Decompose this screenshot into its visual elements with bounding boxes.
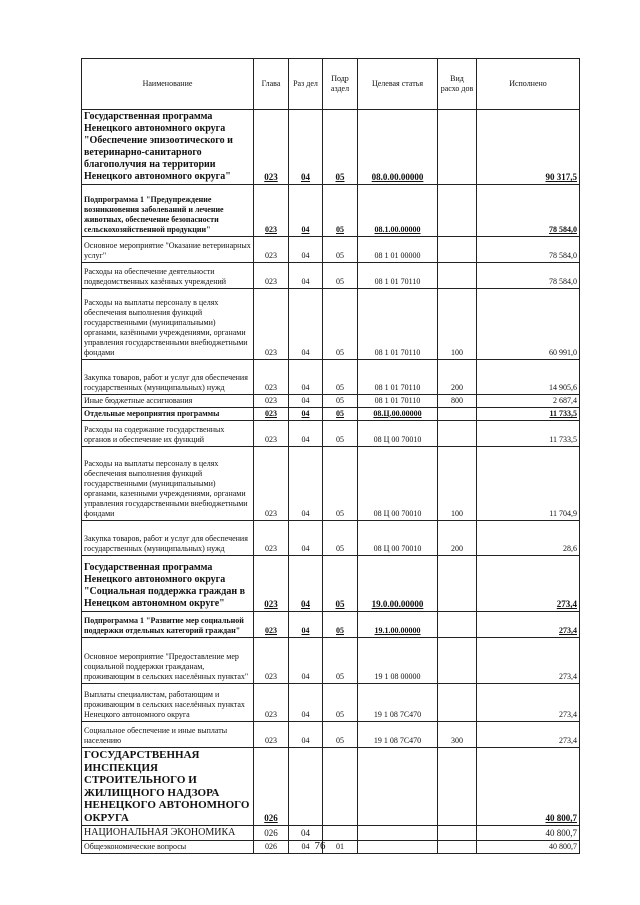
row-name: Закупка товаров, работ и услуг для обеспечения государственных (муниципальных) нужд — [82, 521, 254, 556]
header-name: Наименование — [82, 59, 254, 110]
row-amount: 273,4 — [477, 722, 580, 748]
row-name: Расходы на выплаты персоналу в целях обеспечения выполнения функций государственными (муниципальными) органами, казенными учреждениями, органами управления государственными внебюджетными фондами — [82, 447, 254, 521]
row-vid — [438, 556, 477, 612]
row-razdel: 04 — [289, 722, 323, 748]
budget-table — [81, 58, 580, 854]
row-podrazdel: 05 — [323, 237, 358, 263]
row-name: Расходы на выплаты персоналу в целях обеспечения выполнения функций государственными (муниципальными) органами, казёнными учреждениями, органами управления государственными внебюджетными фондами — [82, 289, 254, 360]
row-vid — [438, 110, 477, 185]
row-vid — [438, 421, 477, 447]
row-target: 08 Ц 00 70010 — [358, 447, 438, 521]
table-row — [82, 521, 580, 556]
row-target: 19.1.00.00000 — [358, 612, 438, 638]
row-podrazdel: 05 — [323, 521, 358, 556]
header-target: Целевая статья — [358, 59, 438, 110]
row-target: 08.0.00.00000 — [358, 110, 438, 185]
row-vid — [438, 612, 477, 638]
row-vid: 800 — [438, 395, 477, 408]
table-row — [82, 289, 580, 360]
row-podrazdel: 05 — [323, 722, 358, 748]
row-vid — [438, 826, 477, 841]
row-amount: 78 584,0 — [477, 237, 580, 263]
row-podrazdel: 05 — [323, 185, 358, 237]
row-razdel: 04 — [289, 408, 323, 421]
row-amount: 78 584,0 — [477, 185, 580, 237]
row-podrazdel: 01 — [323, 841, 358, 854]
row-glava: 023 — [254, 185, 289, 237]
row-podrazdel: 05 — [323, 684, 358, 722]
row-name: Подпрограмма 1 "Предупреждение возникновения заболеваний и лечение животных, обеспечение безопасности сельскохозяйственной продукции" — [82, 185, 254, 237]
row-name: Закупка товаров, работ и услуг для обеспечения государственных (муниципальных) нужд — [82, 360, 254, 395]
header-razdel: Раз дел — [289, 59, 323, 110]
row-vid — [438, 263, 477, 289]
row-vid: 200 — [438, 360, 477, 395]
row-amount: 273,4 — [477, 638, 580, 684]
header-glava: Глава — [254, 59, 289, 110]
row-target: 19.0.00.00000 — [358, 556, 438, 612]
row-amount: 28,6 — [477, 521, 580, 556]
row-vid — [438, 748, 477, 826]
row-glava: 023 — [254, 421, 289, 447]
row-podrazdel: 05 — [323, 289, 358, 360]
row-vid — [438, 237, 477, 263]
row-razdel: 04 — [289, 556, 323, 612]
row-amount: 273,4 — [477, 556, 580, 612]
row-glava: 023 — [254, 521, 289, 556]
row-razdel: 04 — [289, 421, 323, 447]
table-row — [82, 408, 580, 421]
row-vid — [438, 185, 477, 237]
row-vid — [438, 408, 477, 421]
row-podrazdel: 05 — [323, 360, 358, 395]
table-row — [82, 395, 580, 408]
row-amount: 40 800,7 — [477, 826, 580, 841]
row-glava: 023 — [254, 408, 289, 421]
row-name: Государственная программа Ненецкого автономного округа "Обеспечение эпизоотического и ветеринарно-санитарного благополучия на территории Ненецкого автономного округа" — [82, 110, 254, 185]
row-target: 08.Ц.00.00000 — [358, 408, 438, 421]
row-razdel: 04 — [289, 521, 323, 556]
row-amount: 90 317,5 — [477, 110, 580, 185]
table-row — [82, 556, 580, 612]
row-razdel: 04 — [289, 360, 323, 395]
row-razdel: 04 — [289, 289, 323, 360]
row-vid: 200 — [438, 521, 477, 556]
row-glava: 026 — [254, 748, 289, 826]
table-row — [82, 447, 580, 521]
row-vid: 100 — [438, 447, 477, 521]
row-target — [358, 748, 438, 826]
row-amount: 60 991,0 — [477, 289, 580, 360]
row-amount: 14 905,6 — [477, 360, 580, 395]
table-row — [82, 612, 580, 638]
row-podrazdel: 05 — [323, 638, 358, 684]
table-row — [82, 421, 580, 447]
row-name: Социальное обеспечение и иные выплаты населению — [82, 722, 254, 748]
row-glava: 023 — [254, 395, 289, 408]
row-glava: 023 — [254, 263, 289, 289]
row-razdel: 04 — [289, 638, 323, 684]
row-name: Расходы на содержание государственных органов и обеспечение их функций — [82, 421, 254, 447]
row-glava: 023 — [254, 556, 289, 612]
row-podrazdel: 05 — [323, 110, 358, 185]
row-glava: 023 — [254, 612, 289, 638]
row-amount: 40 800,7 — [477, 748, 580, 826]
row-target: 08 Ц 00 70010 — [358, 421, 438, 447]
table-row — [82, 748, 580, 826]
row-razdel: 04 — [289, 841, 323, 854]
table-row — [82, 826, 580, 841]
row-amount: 40 800,7 — [477, 841, 580, 854]
row-target: 08 1 01 70110 — [358, 263, 438, 289]
row-podrazdel: 05 — [323, 556, 358, 612]
table-row — [82, 263, 580, 289]
row-glava: 023 — [254, 722, 289, 748]
row-razdel: 04 — [289, 110, 323, 185]
row-podrazdel: 05 — [323, 612, 358, 638]
row-amount: 11 733,5 — [477, 421, 580, 447]
row-razdel: 04 — [289, 237, 323, 263]
row-podrazdel: 05 — [323, 421, 358, 447]
row-target: 08 1 01 70110 — [358, 395, 438, 408]
table-header-row — [82, 59, 580, 110]
row-glava: 023 — [254, 684, 289, 722]
row-name: Подпрограмма 1 "Развитие мер социальной поддержки отдельных категорий граждан" — [82, 612, 254, 638]
row-amount: 11 704,9 — [477, 447, 580, 521]
row-razdel — [289, 748, 323, 826]
row-vid: 100 — [438, 289, 477, 360]
row-glava: 023 — [254, 447, 289, 521]
row-razdel: 04 — [289, 395, 323, 408]
table-row — [82, 638, 580, 684]
row-podrazdel: 05 — [323, 447, 358, 521]
row-glava: 023 — [254, 289, 289, 360]
row-name: ГОСУДАРСТВЕННАЯ ИНСПЕКЦИЯ СТРОИТЕЛЬНОГО И ЖИЛИЩНОГО НАДЗОРА НЕНЕЦКОГО АВТОНОМНОГО ОКРУГА — [82, 748, 254, 826]
table-row — [82, 185, 580, 237]
row-name: НАЦИОНАЛЬНАЯ ЭКОНОМИКА — [82, 826, 254, 841]
header-podrazdel: Подр аздел — [323, 59, 358, 110]
table-row — [82, 684, 580, 722]
row-amount: 11 733,5 — [477, 408, 580, 421]
row-target: 08 1 01 70110 — [358, 360, 438, 395]
row-glava: 023 — [254, 638, 289, 684]
page-number: 76 — [314, 840, 326, 852]
row-razdel: 04 — [289, 826, 323, 841]
row-target — [358, 826, 438, 841]
row-target: 19 1 08 7С470 — [358, 722, 438, 748]
row-glava: 023 — [254, 237, 289, 263]
header-executed: Исполнено — [477, 59, 580, 110]
row-target: 08 Ц 00 70010 — [358, 521, 438, 556]
row-target: 08.1.00.00000 — [358, 185, 438, 237]
row-razdel: 04 — [289, 684, 323, 722]
row-name: Отдельные мероприятия программы — [82, 408, 254, 421]
row-razdel: 04 — [289, 263, 323, 289]
row-podrazdel: 05 — [323, 408, 358, 421]
row-name: Государственная программа Ненецкого автономного округа "Социальная поддержка граждан в Ненецком автономном округе" — [82, 556, 254, 612]
row-glava: 026 — [254, 841, 289, 854]
row-vid — [438, 684, 477, 722]
row-glava: 023 — [254, 110, 289, 185]
row-name: Выплаты специалистам, работающим и проживающим в сельских населённых пунктах Ненецкого автономного округа — [82, 684, 254, 722]
table-row — [82, 110, 580, 185]
table-row — [82, 237, 580, 263]
row-name: Общеэкономические вопросы — [82, 841, 254, 854]
row-podrazdel: 05 — [323, 263, 358, 289]
row-amount: 78 584,0 — [477, 263, 580, 289]
row-glava: 023 — [254, 360, 289, 395]
row-vid: 300 — [438, 722, 477, 748]
table-row — [82, 360, 580, 395]
row-target: 19 1 08 7С470 — [358, 684, 438, 722]
row-vid — [438, 638, 477, 684]
row-target: 08 1 01 00000 — [358, 237, 438, 263]
row-glava: 026 — [254, 826, 289, 841]
row-amount: 273,4 — [477, 612, 580, 638]
header-vid: Вид расхо дов — [438, 59, 477, 110]
row-name: Основное мероприятие "Предоставление мер социальной поддержки гражданам, проживающим в сельских населённых пунктах" — [82, 638, 254, 684]
row-razdel: 04 — [289, 185, 323, 237]
row-podrazdel — [323, 748, 358, 826]
row-razdel: 04 — [289, 447, 323, 521]
row-amount: 273,4 — [477, 684, 580, 722]
row-amount: 2 687,4 — [477, 395, 580, 408]
table-row — [82, 722, 580, 748]
row-name: Основное мероприятие "Оказание ветеринарных услуг" — [82, 237, 254, 263]
row-razdel: 04 — [289, 612, 323, 638]
row-target: 08 1 01 70110 — [358, 289, 438, 360]
row-target: 19 1 08 00000 — [358, 638, 438, 684]
row-podrazdel — [323, 826, 358, 841]
row-name: Иные бюджетные ассигнования — [82, 395, 254, 408]
row-name: Расходы на обеспечение деятельности подведомственных казённых учреждений — [82, 263, 254, 289]
row-podrazdel: 05 — [323, 395, 358, 408]
